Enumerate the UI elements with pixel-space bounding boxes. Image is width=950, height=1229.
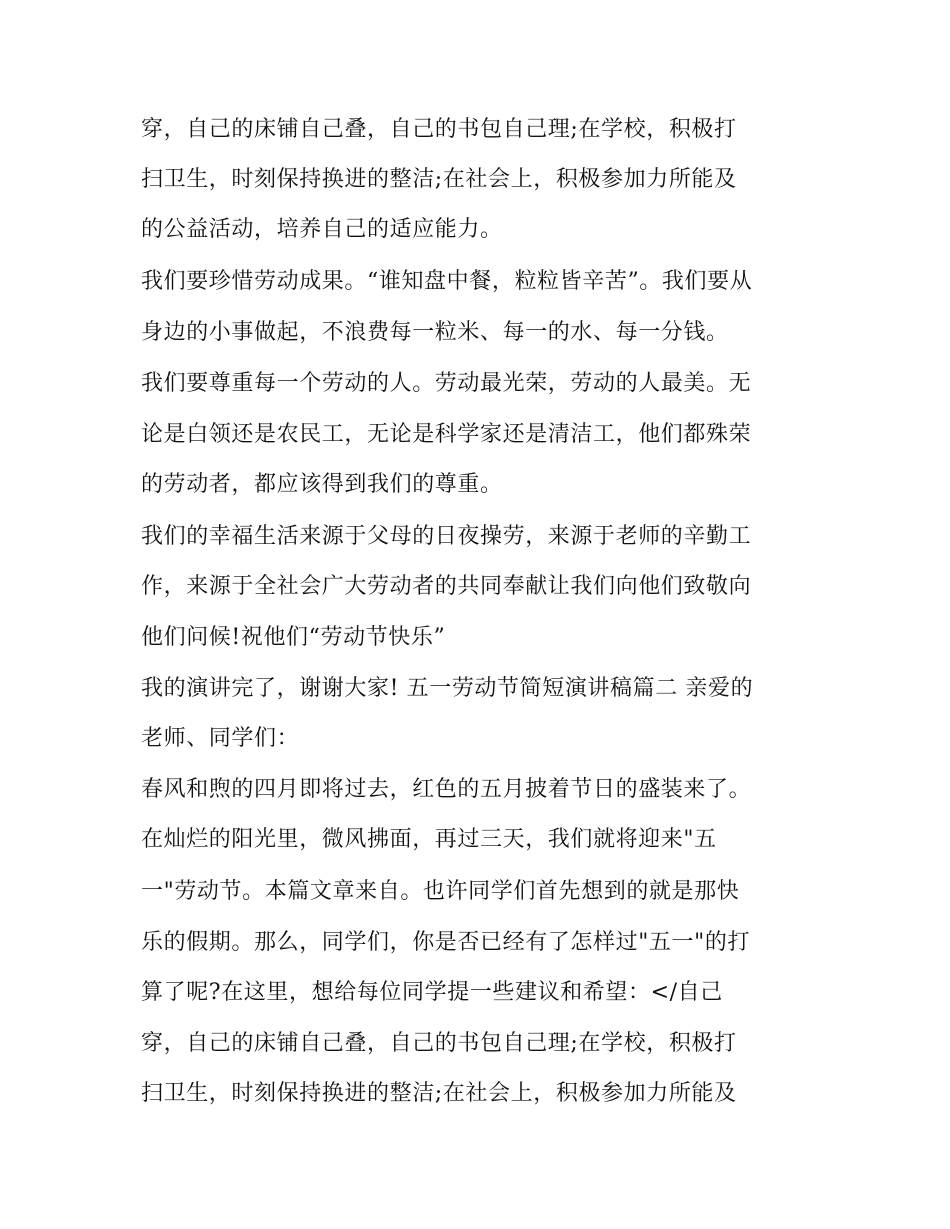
text-line: 作，来源于全社会广大劳动者的共同奉献让我们向他们致敬向 (141, 574, 752, 599)
text-line: 穿，自己的床铺自己叠，自己的书包自己理;在学校，积极打 (141, 117, 737, 142)
text-line: 扫卫生，时刻保持换进的整洁;在社会上，积极参加力所能及 (141, 167, 737, 192)
text-line: 乐的假期。那么，同学们，你是否已经有了怎样过"五一"的打 (141, 930, 751, 955)
text-line: 论是白领还是农民工，无论是科学家还是清洁工，他们都殊荣 (141, 422, 752, 447)
text-line: 我们的幸福生活来源于父母的日夜操劳，来源于老师的辛勤工 (141, 524, 752, 549)
text-line: 我们要珍惜劳动成果。“谁知盘中餐，粒粒皆辛苦”。我们要从 (141, 269, 753, 294)
text-line: 春风和煦的四月即将过去，红色的五月披着节日的盛装来了。 (141, 777, 752, 802)
text-line: 我的演讲完了，谢谢大家! 五一劳动节简短演讲稿篇二 亲爱的 (141, 676, 754, 701)
text-line: 算了呢?在这里，想给每位同学提一些建议和希望：</自己 (141, 980, 723, 1005)
text-line: 我们要尊重每一个劳动的人。劳动最光荣，劳动的人最美。无 (141, 371, 752, 396)
text-line: 老师、同学们： (141, 726, 300, 751)
text-line: 身边的小事做起，不浪费每一粒米、每一的水、每一分钱。 (141, 320, 729, 345)
text-line: 的劳动者，都应该得到我们的尊重。 (141, 472, 503, 497)
text-line: 扫卫生，时刻保持换进的整洁;在社会上，积极参加力所能及 (141, 1081, 737, 1106)
text-line: 的公益活动，培养自己的适应能力。 (141, 217, 503, 242)
text-line: 一"劳动节。本篇文章来自。也许同学们首先想到的就是那快 (141, 879, 740, 904)
text-line: 在灿烂的阳光里，微风拂面，再过三天，我们就将迎来"五 (141, 827, 717, 852)
text-line: 穿，自己的床铺自己叠，自己的书包自己理;在学校，积极打 (141, 1031, 737, 1056)
text-line: 他们问候!祝他们“劳动节快乐” (141, 625, 446, 650)
